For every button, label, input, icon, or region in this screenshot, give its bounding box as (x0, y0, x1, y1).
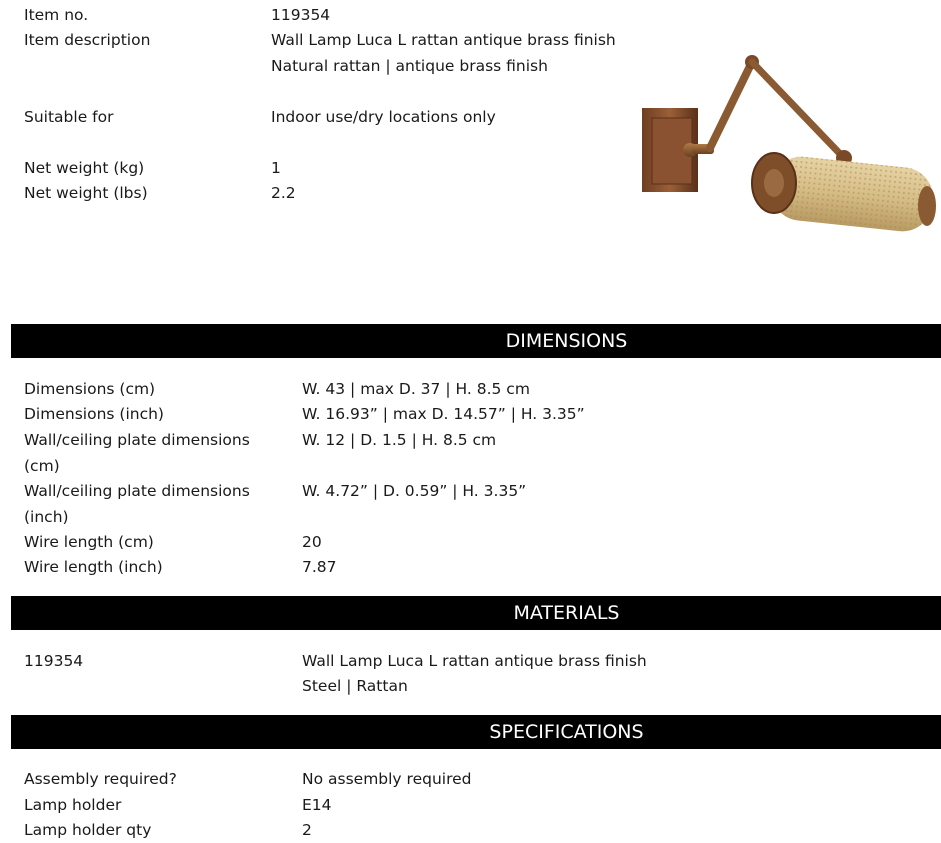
lamp-holder-label: Lamp holder (24, 796, 122, 814)
lamp-holder-qty-value: 2 (302, 821, 312, 839)
dimensions-inch-label: Dimensions (inch) (24, 405, 164, 423)
net-weight-kg-value: 1 (271, 159, 281, 177)
product-image (636, 50, 941, 235)
item-finish-value: Natural rattan | antique brass finish (271, 57, 548, 75)
plate-dimensions-inch-label: Wall/ceiling plate dimensions (24, 482, 250, 500)
dimensions-header (11, 324, 941, 358)
dimensions-header-text: DIMENSIONS (505, 330, 628, 352)
item-no-label: Item no. (24, 6, 89, 24)
wire-length-inch-value: 7.87 (302, 558, 337, 576)
plate-dimensions-inch-value: W. 4.72” | D. 0.59” | H. 3.35” (302, 482, 527, 500)
materials-value: Steel | Rattan (302, 677, 408, 695)
materials-header (11, 596, 941, 630)
materials-description: Wall Lamp Luca L rattan antique brass finish (302, 652, 647, 670)
plate-dimensions-cm-label-unit: (cm) (24, 457, 60, 475)
materials-header-text: MATERIALS (513, 602, 620, 624)
assembly-required-value: No assembly required (302, 770, 472, 788)
suitable-for-value: Indoor use/dry locations only (271, 108, 496, 126)
dimensions-cm-value: W. 43 | max D. 37 | H. 8.5 cm (302, 380, 530, 398)
plate-dimensions-inch-label-unit: (inch) (24, 508, 69, 526)
wire-length-cm-value: 20 (302, 533, 322, 551)
specifications-header-text: SPECIFICATIONS (489, 721, 644, 743)
item-description-label: Item description (24, 31, 151, 49)
item-no-value: 119354 (271, 6, 331, 24)
plate-dimensions-cm-label: Wall/ceiling plate dimensions (24, 431, 250, 449)
specifications-header (11, 715, 941, 749)
lamp-holder-value: E14 (302, 796, 332, 814)
net-weight-kg-label: Net weight (kg) (24, 159, 145, 177)
dimensions-inch-value: W. 16.93” | max D. 14.57” | H. 3.35” (302, 405, 585, 423)
wire-length-cm-label: Wire length (cm) (24, 533, 154, 551)
plate-dimensions-cm-value: W. 12 | D. 1.5 | H. 8.5 cm (302, 431, 497, 449)
net-weight-lbs-label: Net weight (lbs) (24, 184, 148, 202)
item-description-value: Wall Lamp Luca L rattan antique brass finish (271, 31, 616, 49)
net-weight-lbs-value: 2.2 (271, 184, 296, 202)
wire-length-inch-label: Wire length (inch) (24, 558, 163, 576)
materials-code: 119354 (24, 652, 84, 670)
assembly-required-label: Assembly required? (24, 770, 177, 788)
lamp-holder-qty-label: Lamp holder qty (24, 821, 152, 839)
dimensions-cm-label: Dimensions (cm) (24, 380, 156, 398)
suitable-for-label: Suitable for (24, 108, 114, 126)
